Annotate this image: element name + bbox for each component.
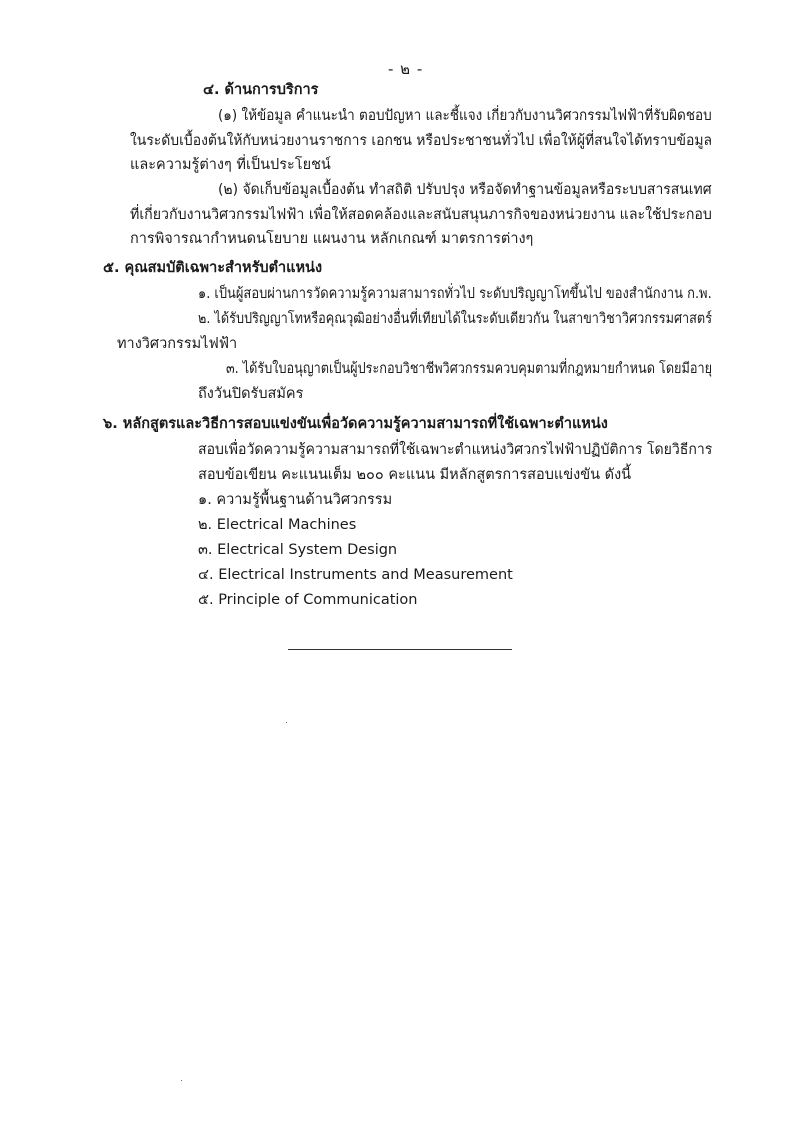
section-4-item-2-line-3: การพิจารณากำหนดนโยบาย แผนงาน หลักเกณฑ์ มาตรการต่างๆ xyxy=(130,231,534,247)
section-6-intro-line-2: สอบข้อเขียน คะแนนเต็ม ๒๐๐ คะแนน มีหลักสูตรการสอบแข่งขัน ดังนี้ xyxy=(198,467,632,483)
section-4-item-1-line-2: ในระดับเบื้องต้นให้กับหน่วยงานราชการ เอกชน หรือประชาชนทั่วไป เพื่อให้ผู้ที่สนใจได้ทราบข้อมูล xyxy=(130,133,713,149)
scan-speck xyxy=(286,722,287,723)
section-6-heading: ๖. หลักสูตรและวิธีการสอบแข่งขันเพื่อวัดความรู้ความสามารถที่ใช้เฉพาะตำแหน่ง xyxy=(103,416,608,432)
section-4-heading: ๔. ด้านการบริการ xyxy=(203,82,319,98)
exam-subject-4: ๔. Electrical Instruments and Measurement xyxy=(198,567,513,583)
exam-subject-3: ๓. Electrical System Design xyxy=(198,542,398,558)
section-5-heading: ๕. คุณสมบัติเฉพาะสำหรับตำแหน่ง xyxy=(103,260,323,276)
section-5-item-3-line-2: ถึงวันปิดรับสมัคร xyxy=(198,386,304,402)
exam-subject-2: ๒. Electrical Machines xyxy=(198,517,357,533)
section-4-item-1-line-3: และความรู้ต่างๆ ที่เป็นประโยชน์ xyxy=(130,157,331,173)
end-of-content-rule xyxy=(288,649,512,650)
page-number: - ๒ - xyxy=(388,60,424,78)
section-5-item-2-line-1: ๒. ได้รับปริญญาโทหรือคุณวุฒิอย่างอื่นที่เทียบได้ในระดับเดียวกัน ในสาขาวิชาวิศวกรรมศาสตร์ xyxy=(198,311,713,327)
section-4-item-2-line-2: ที่เกี่ยวกับงานวิศวกรรมไฟฟ้า เพื่อให้สอดคล้องและสนับสนุนภารกิจของหน่วยงาน และใช้ประกอบ xyxy=(130,207,712,223)
scan-speck xyxy=(181,1080,182,1081)
section-4-item-1-line-1: (๑) ให้ข้อมูล คำแนะนำ ตอบปัญหา และชี้แจง เกี่ยวกับงานวิศวกรรมไฟฟ้าที่รับผิดชอบ xyxy=(218,108,712,124)
section-4-item-2-line-1: (๒) จัดเก็บข้อมูลเบื้องต้น ทำสถิติ ปรับปรุง หรือจัดทำฐานข้อมูลหรือระบบสารสนเทศ xyxy=(218,182,712,198)
section-5-item-3-line-1: ๓. ได้รับใบอนุญาตเป็นผู้ประกอบวิชาชีพวิศวกรรมควบคุมตามที่กฎหมายกำหนด โดยมีอายุ xyxy=(226,361,713,377)
exam-subject-5: ๕. Principle of Communication xyxy=(198,592,418,608)
section-5-item-2-line-2: ทางวิศวกรรมไฟฟ้า xyxy=(117,336,238,352)
section-5-item-1: ๑. เป็นผู้สอบผ่านการวัดความรู้ความสามารถทั่วไป ระดับปริญญาโทขึ้นไป ของสำนักงาน ก.พ. xyxy=(198,286,712,302)
section-6-intro-line-1: สอบเพื่อวัดความรู้ความสามารถที่ใช้เฉพาะตำแหน่งวิศวกรไฟฟ้าปฏิบัติการ โดยวิธีการ xyxy=(198,442,713,458)
exam-subject-1: ๑. ความรู้พื้นฐานด้านวิศวกรรม xyxy=(198,492,393,508)
